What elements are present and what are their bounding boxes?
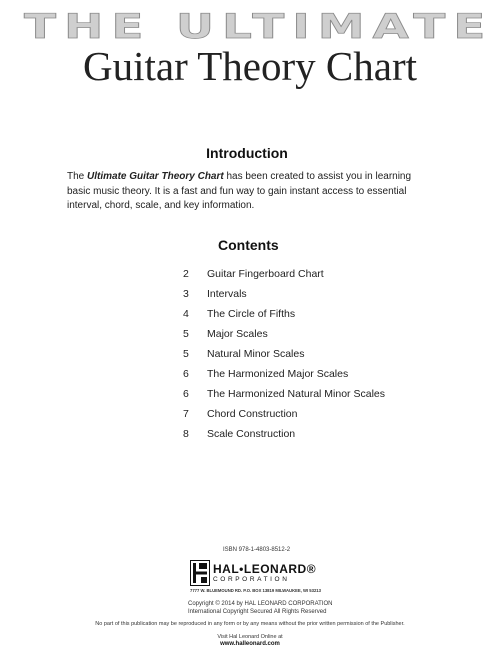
- page-title: Guitar Theory Chart: [83, 43, 417, 89]
- contents-item: [183, 264, 385, 284]
- publisher-name: HAL•LEONARD®: [213, 562, 317, 576]
- banner-word: THE ULTIMATE: [24, 7, 494, 47]
- reproduction-notice: No part of this publication may be reproduced in any form or by any means without the prior written permission of the Publisher.: [95, 621, 405, 627]
- contents-title: Intervals: [207, 288, 247, 300]
- contents-title: Natural Minor Scales: [207, 348, 305, 360]
- contents-title: Chord Construction: [207, 408, 298, 420]
- publisher-address: 7777 W. BLUEMOUND RD. P.O. BOX 13819 MILWAUKEE, WI 53213: [190, 588, 321, 593]
- contents-item: [183, 344, 385, 364]
- introduction-emphasis: Ultimate Guitar Theory Chart: [87, 171, 224, 182]
- contents-page-number: 5: [183, 348, 189, 360]
- contents-item: [183, 324, 385, 344]
- publisher-corporation: CORPORATION: [213, 576, 290, 583]
- contents-page-number: 4: [183, 308, 189, 320]
- contents-page-number: 7: [183, 408, 189, 420]
- contents-page-number: 5: [183, 328, 189, 340]
- contents-list: [183, 264, 385, 444]
- contents-page-number: 2: [183, 268, 189, 280]
- contents-item: [183, 284, 385, 304]
- contents-title: The Harmonized Natural Minor Scales: [207, 388, 385, 400]
- contents-title: Scale Construction: [207, 428, 296, 440]
- contents-page-number: 6: [183, 388, 189, 400]
- contents-item: [183, 424, 385, 444]
- contents-item: [183, 364, 385, 384]
- introduction-lead: The: [67, 171, 88, 182]
- contents-title: The Harmonized Major Scales: [207, 368, 349, 380]
- contents-item: [183, 384, 385, 404]
- copyright-line: Copyright © 2014 by HAL LEONARD CORPORATION: [188, 601, 333, 607]
- contents-title: Guitar Fingerboard Chart: [207, 268, 324, 280]
- copyright-block: [188, 601, 332, 616]
- publisher-logo-mark-icon: [190, 560, 210, 586]
- copyright-rights-line: International Copyright Secured All Rights Reserved: [188, 608, 327, 615]
- contents-page-number: 6: [183, 368, 189, 380]
- contents-page-number: 8: [183, 428, 189, 440]
- publisher-logo: [190, 560, 336, 600]
- publisher-website: www.halleonard.com: [220, 641, 280, 647]
- introduction-heading: Introduction: [206, 145, 288, 161]
- isbn: ISBN 978-1-4803-8512-2: [223, 547, 291, 553]
- contents-item: [183, 304, 385, 324]
- contents-heading: Contents: [218, 237, 279, 253]
- introduction-paragraph: [67, 170, 437, 214]
- contents-page-number: 3: [183, 288, 189, 300]
- contents-title: The Circle of Fifths: [207, 308, 296, 320]
- contents-title: Major Scales: [207, 328, 268, 340]
- contents-item: [183, 404, 385, 424]
- introduction-body: has been created to assist you in learning basic music theory. It is a fast and fun way to gain instant access to essential interval, chord, scale, and key information.: [67, 171, 412, 211]
- visit-online-label: Visit Hal Leonard Online at: [217, 634, 283, 640]
